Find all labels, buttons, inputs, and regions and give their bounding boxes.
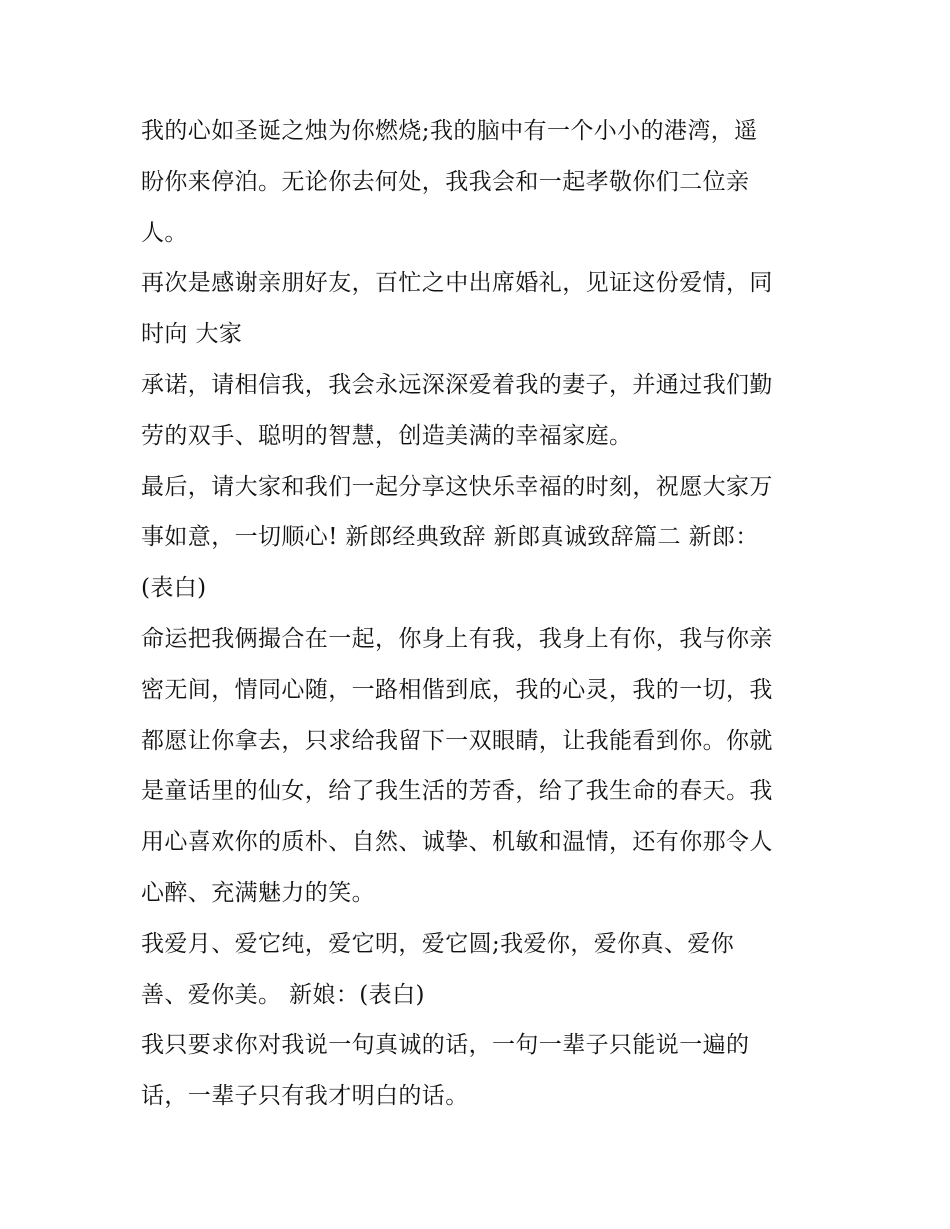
text-line: 密无间，情同心随，一路相偕到底，我的心灵，我的一切，我 [141, 676, 773, 703]
text-line: 命运把我俩撮合在一起，你身上有我，我身上有你，我与你亲 [141, 625, 773, 652]
text-line: 善、爱你美。 新娘：(表白) [141, 981, 425, 1008]
text-line: 劳的双手、聪明的智慧，创造美满的幸福家庭。 [141, 422, 633, 449]
text-line: 话，一辈子只有我才明白的话。 [141, 1083, 469, 1110]
text-line: 事如意，一切顺心! 新郎经典致辞 新郎真诚致辞篇二 新郎： [141, 524, 759, 551]
text-line: 再次是感谢亲朋好友，百忙之中出席婚礼，见证这份爱情，同 [141, 270, 773, 297]
text-line: (表白) [141, 575, 207, 602]
text-line: 都愿让你拿去，只求给我留下一双眼睛，让我能看到你。你就 [141, 727, 773, 754]
text-line: 盼你来停泊。无论你去何处，我我会和一起孝敬你们二位亲 [141, 168, 750, 195]
text-line: 时向 大家 [141, 321, 243, 348]
text-line: 我的心如圣诞之烛为你燃烧;我的脑中有一个小小的港湾，遥 [141, 118, 758, 144]
document-body [141, 106, 821, 1122]
text-line: 我只要求你对我说一句真诚的话，一句一辈子只能说一遍的 [141, 1032, 750, 1059]
text-line: 心醉、充满魅力的笑。 [141, 879, 375, 906]
text-line: 用心喜欢你的质朴、自然、诚挚、机敏和温情，还有你那令人 [141, 829, 773, 856]
text-line: 我爱月、爱它纯，爱它明，爱它圆;我爱你，爱你真、爱你 [141, 930, 735, 957]
text-line: 人。 [141, 219, 188, 246]
text-line: 最后，请大家和我们一起分享这快乐幸福的时刻，祝愿大家万 [141, 473, 773, 500]
text-line: 承诺，请相信我，我会永远深深爱着我的妻子，并通过我们勤 [141, 371, 773, 398]
text-line: 是童话里的仙女，给了我生活的芳香，给了我生命的春天。我 [141, 778, 773, 805]
